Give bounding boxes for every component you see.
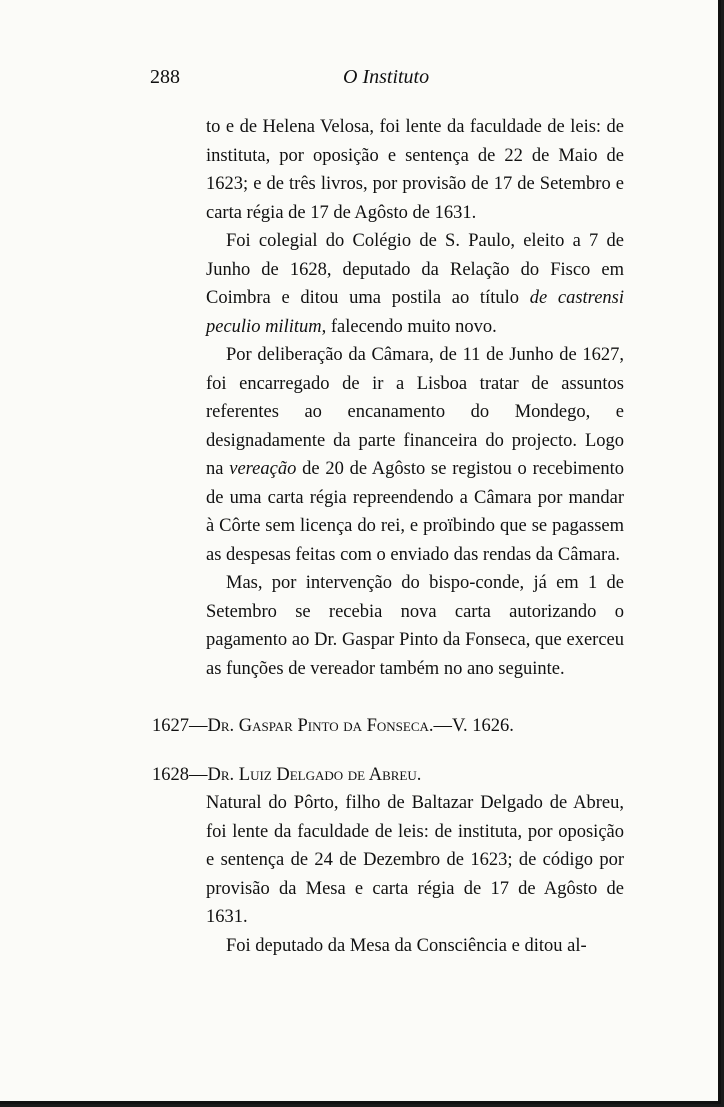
entry-year: 1628— xyxy=(152,765,208,785)
page-header xyxy=(150,66,630,96)
running-title: O Instituto xyxy=(343,66,430,88)
paragraph xyxy=(206,227,624,341)
entry-heading-1627 xyxy=(152,716,514,737)
paragraph xyxy=(206,341,624,569)
paragraph: Mas, por intervenção do bispo-conde, já em 1 de Setembro se recebia nova carta autorizando o pagamento ao Dr. Gaspar Pinto da Fonseca, que exerceu as funções de vereador também no ano seguinte. xyxy=(206,573,624,679)
latin-title: de castrensi peculio militum xyxy=(206,288,624,337)
text-run: , falecendo muito novo. xyxy=(321,316,497,337)
paragraph: Natural do Pôrto, filho de Baltazar Delgado de Abreu, foi lente da faculdade de leis: de instituta, por oposição e sentença de 24 de Dezembro de 1623; de código por provisão da Mesa e carta régia de 17 de Agôsto de 1631. xyxy=(206,793,624,927)
italic-term: vereação xyxy=(229,459,297,479)
paragraph: Foi deputado da Mesa da Consciência e ditou al- xyxy=(226,935,587,956)
text-run: de 20 de Agôsto se registou o recebimento de uma carta régia repreendendo a Câmara por mandar à Côrte sem licença do rei, e proïbindo que se pagassem as despesas feitas com o enviado das rendas da Câmara. xyxy=(206,459,624,565)
entry-name: Dr. Gaspar Pinto da Fonseca. xyxy=(207,716,434,736)
paragraph: to e de Helena Velosa, foi lente da faculdade de leis: de instituta, por oposição e sentença de 22 de Maio de 1623; e de três livros, por provisão de 17 de Setembro e carta régia de 17 de Agôsto de 1631. xyxy=(206,117,624,223)
text-run: Por deliberação da Câmara, de 11 de Junho de 1627, foi encarregado de ir a Lisboa tratar de assuntos referentes ao encanamento do Mondego, e designadamente da parte financeira do projecto. Logo na xyxy=(206,345,624,479)
entry-reference: —V. 1626. xyxy=(433,716,514,736)
text-run: Foi colegial do Colégio de S. Paulo, eleito a 7 de Junho de 1628, deputado da Relação do Fisco em Coimbra e ditou uma postila ao título xyxy=(206,231,624,308)
entry-1628-text xyxy=(206,789,624,960)
entry-heading-1628 xyxy=(152,765,421,786)
section-text-continued xyxy=(206,113,624,683)
entry-year: 1627— xyxy=(152,716,208,736)
page-number: 288 xyxy=(150,66,180,88)
entry-name: Dr. Luiz Delgado de Abreu. xyxy=(207,765,422,785)
